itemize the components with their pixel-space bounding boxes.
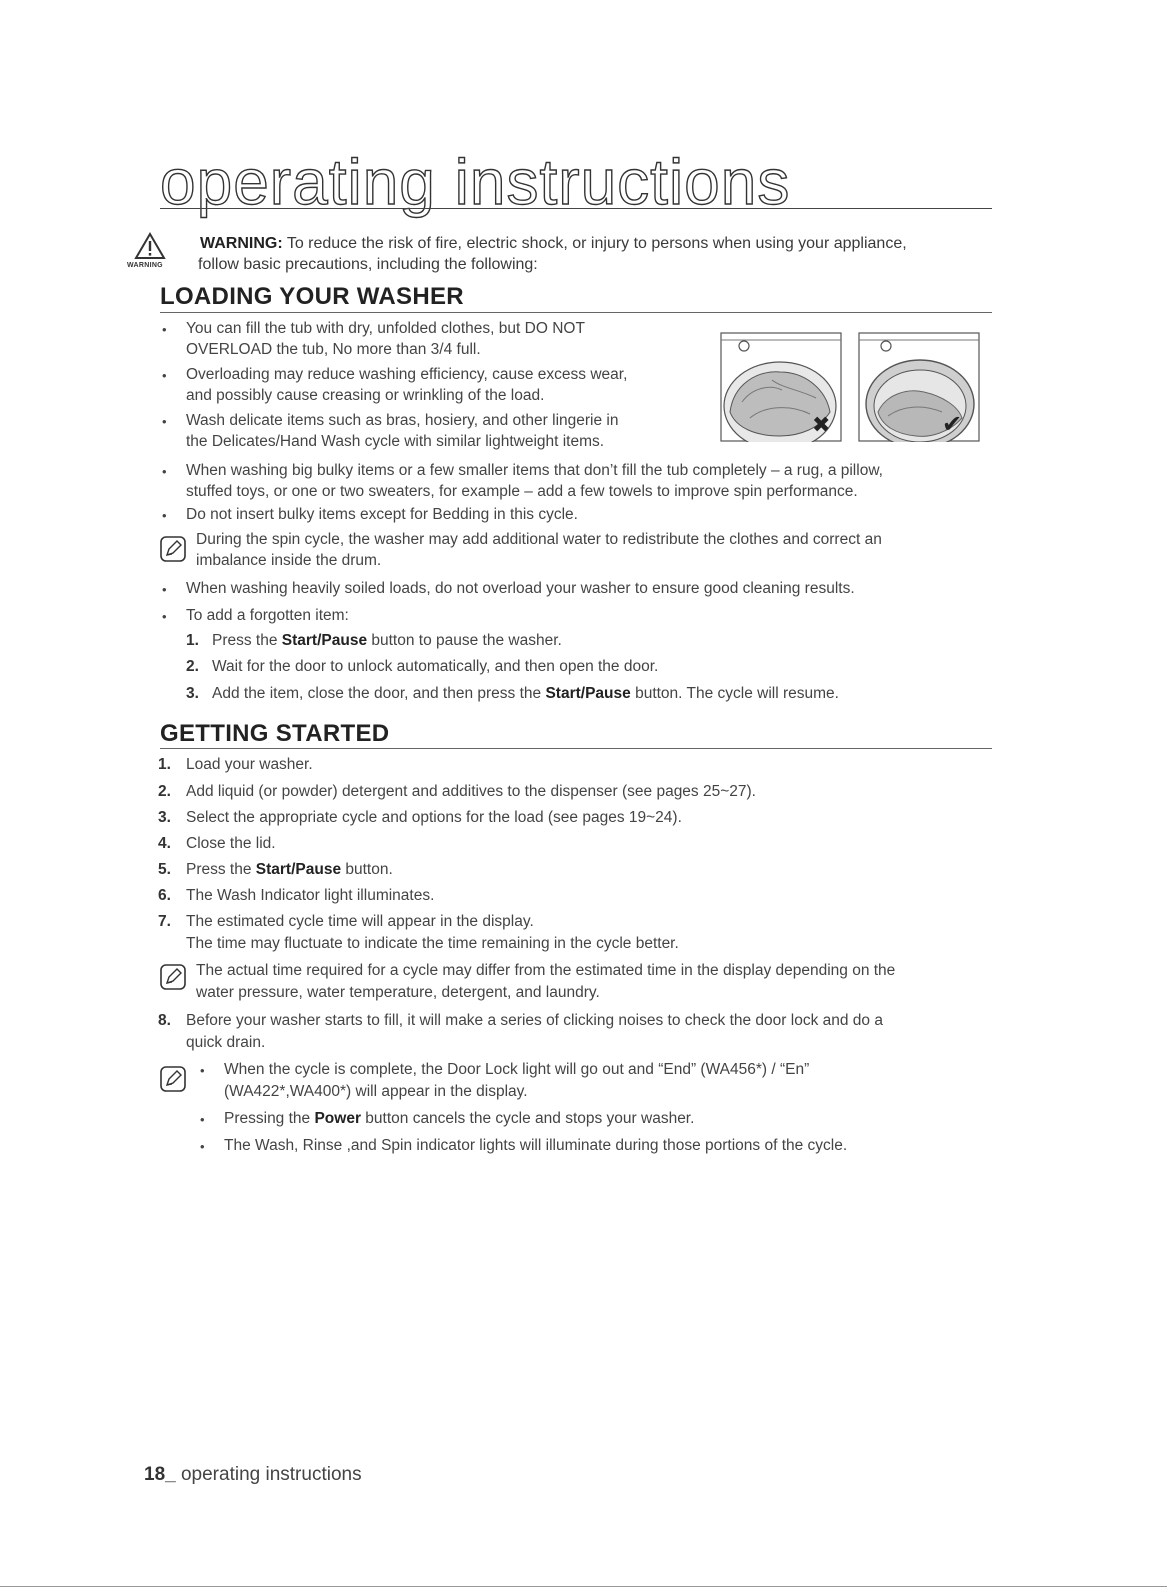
title-rule [160,208,992,209]
started-note-1-line1: The actual time required for a cycle may differ from the estimated time in the display depending on the [196,962,896,979]
started-note-2-bullet-1-line1: When the cycle is complete, the Door Lock light will go out and “End” (WA456*) / “En” [224,1061,810,1078]
loading-bullet-4-line1: When washing big bulky items or a few smaller items that don’t fill the tub completely – a rug, a pillow, [186,462,883,479]
bullet: • [162,508,167,523]
section-rule [160,312,992,313]
warning-label: WARNING: [200,235,283,252]
bullet: • [162,582,167,597]
started-note-1-line2: water pressure, water temperature, detergent, and laundry. [196,984,600,1001]
page-footer [144,1464,362,1486]
loading-bullet-7: To add a forgotten item: [186,607,349,624]
warning-text: WARNING: To reduce the risk of fire, electric shock, or injury to persons when using your appliance, [200,235,907,252]
section-heading-loading: LOADING YOUR WASHER [160,283,464,310]
loading-bullet-4-line2: stuffed toys, or one or two sweaters, for example – add a few towels to improve spin performance. [186,483,858,500]
bullet: • [162,609,167,624]
bullet: • [162,368,167,383]
bullet: • [200,1112,205,1127]
section-rule [160,748,992,749]
step-number: 7. [158,913,171,930]
bullet: • [200,1063,205,1078]
started-step-1: Load your washer. [186,756,313,773]
x-mark-icon: ✖ [812,413,831,438]
step-number: 6. [158,887,171,904]
loading-bullet-3-line1: Wash delicate items such as bras, hosiery, and other lingerie in [186,412,619,429]
loading-bullet-1-line1: You can fill the tub with dry, unfolded clothes, but DO NOT [186,320,585,337]
started-note-2-bullet-1-line2: (WA422*,WA400*) will appear in the display. [224,1083,528,1100]
page-title: operating instructions [160,146,791,218]
started-step-5: Press the Start/Pause button. [186,861,393,878]
step-number: 4. [158,835,171,852]
bullet: • [162,322,167,337]
loading-note-line1: During the spin cycle, the washer may add additional water to redistribute the clothes and correct an [196,531,882,548]
step-number: 2. [158,783,171,800]
started-note-2-bullet-2: Pressing the Power button cancels the cycle and stops your washer. [224,1110,695,1127]
note-pencil-icon [160,536,186,562]
bottom-rule [0,1586,1167,1587]
loading-bullet-2-line2: and possibly cause creasing or wrinkling of the load. [186,387,545,404]
loading-bullet-2-line1: Overloading may reduce washing efficiency, cause excess wear, [186,366,628,383]
section-heading-getting-started: GETTING STARTED [160,720,390,747]
warning-icon-label: WARNING [127,262,163,269]
note-pencil-icon [160,964,186,990]
warning-text-line2: follow basic precautions, including the following: [198,256,538,273]
loading-bullet-5: Do not insert bulky items except for Bedding in this cycle. [186,506,578,523]
check-mark-icon: ✔ [942,410,963,438]
loading-bullet-3-line2: the Delicates/Hand Wash cycle with similar lightweight items. [186,433,605,450]
step-number: 5. [158,861,171,878]
loading-bullet-6: When washing heavily soiled loads, do not overload your washer to ensure good cleaning results. [186,580,855,597]
loading-step-3: Add the item, close the door, and then press the Start/Pause button. The cycle will resume. [212,685,839,702]
loading-bullet-1-line2: OVERLOAD the tub, No more than 3/4 full. [186,341,481,358]
step-number: 2. [186,658,199,675]
started-step-8-line2: quick drain. [186,1034,266,1051]
started-step-7-line1: The estimated cycle time will appear in the display. [186,913,534,930]
note-pencil-icon [160,1066,186,1092]
loading-note-line2: imbalance inside the drum. [196,552,382,569]
step-number: 8. [158,1012,171,1029]
warning-triangle-icon [134,232,168,260]
page-number: 18_ [144,1464,176,1485]
footer-title: operating instructions [175,1464,362,1485]
bullet: • [162,414,167,429]
loading-step-2: Wait for the door to unlock automatically, and then open the door. [212,658,659,675]
step-number: 1. [186,632,199,649]
step-number: 3. [158,809,171,826]
started-step-4: Close the lid. [186,835,276,852]
started-step-6: The Wash Indicator light illuminates. [186,887,435,904]
bullet: • [200,1139,205,1154]
proper-load-tub-illustration [858,332,980,447]
overloaded-tub-illustration [720,332,842,447]
started-step-7-line2: The time may fluctuate to indicate the time remaining in the cycle better. [186,935,679,952]
step-number: 1. [158,756,171,773]
started-step-2: Add liquid (or powder) detergent and additives to the dispenser (see pages 25~27). [186,783,756,800]
started-step-3: Select the appropriate cycle and options for the load (see pages 19~24). [186,809,682,826]
step-number: 3. [186,685,199,702]
started-step-8-line1: Before your washer starts to fill, it will make a series of clicking noises to check the door lock and do a [186,1012,883,1029]
started-note-2-bullet-3: The Wash, Rinse ,and Spin indicator lights will illuminate during those portions of the cycle. [224,1137,848,1154]
loading-step-1: Press the Start/Pause button to pause the washer. [212,632,562,649]
bullet: • [162,464,167,479]
